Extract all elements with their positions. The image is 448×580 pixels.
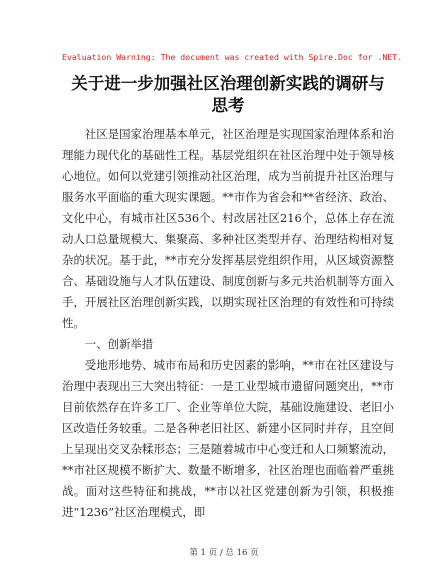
section-heading: 一、创新举措 — [84, 337, 154, 351]
body-paragraph: 社区是国家治理基本单元，社区治理是实现国家治理体系和治理能力现代化的基础性工程。基层党组织在社区治理中处于领导核心地位。如何以党建引领推动社区治理，成为当前提升社区治理与服务水平面临的重大现实课题。**市作为省会和**省经济、政治、文化中心，有城市社区536个、村改居社区216个，总体上存在流动人口总量规模大、集聚高、多种社区类型并存、治理结构相对复杂的状况。基于此，**市充分发挥基层党组织作用，从区域资源整合、基础设施与人才队伍建设、制度创新与多元共治机制等方面入手，开展社区治理创新实践，以期实现社区治理的有效性和可持续性。 — [62, 127, 394, 330]
body-paragraph: 受地形地势、城市布局和历史因素的影响，**市在社区建设与治理中表现出三大突出特征：一是工业型城市遗留问题突出，**市目前依然存在许多工厂、企业等单位大院，基础设施建设、老旧小区改造任务较重。二是各种老旧社区、新建小区同时并存，且空间上呈现出交叉杂糅形态；三是随着城市中心变迁和人口频繁流动，**市社区规模不断扩大、数量不断增多，社区治理也面临着严重挑战。面对这些特征和挑战，**市以社区党建创新为引领，积极推进“1236”社区治理模式，即 — [62, 358, 394, 519]
document-body — [62, 124, 394, 523]
document-title: 关于进一步加强社区治理创新实践的调研与思考 — [71, 74, 385, 115]
evaluation-warning: Evaluation Warning: The document was created with Spire.Doc for .NET. — [62, 52, 403, 62]
page-footer: 第 1 页 / 总 16 页 — [189, 548, 259, 558]
